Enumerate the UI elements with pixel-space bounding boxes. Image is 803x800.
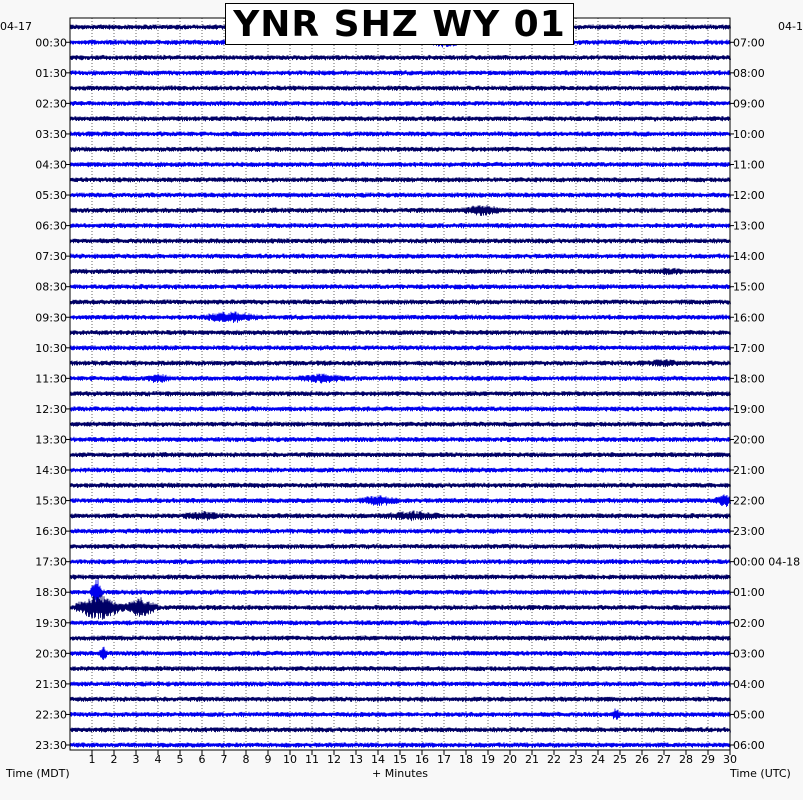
x-tick-label: 24 (591, 753, 605, 766)
left-time-label: 20:30 (35, 647, 67, 661)
right-time-label: 06:00 (733, 739, 765, 752)
left-date-label: 04-17 (0, 20, 32, 33)
right-date-top-label: 04-1 (778, 20, 803, 33)
left-time-label: 18:30 (35, 586, 67, 600)
right-time-label: 14:00 (733, 250, 765, 264)
left-time-label: 11:30 (35, 372, 67, 386)
chart-title: YNR SHZ WY 01 (225, 3, 574, 45)
left-axis-title: Time (MDT) (6, 767, 70, 780)
x-tick-label: 25 (613, 753, 627, 766)
right-time-label: 12:00 (733, 189, 765, 203)
left-time-label: 15:30 (35, 494, 67, 508)
right-time-label: 07:00 (733, 36, 765, 50)
left-time-label: 23:30 (35, 739, 67, 752)
right-time-label: 09:00 (733, 97, 765, 111)
left-time-label: 07:30 (35, 250, 67, 264)
right-time-label: 08:00 (733, 66, 765, 80)
x-tick-label: 8 (242, 753, 250, 766)
left-time-label: 22:30 (35, 708, 67, 722)
right-time-label: 20:00 (733, 433, 765, 447)
right-time-label: 01:00 (733, 586, 765, 600)
x-tick-label: 16 (415, 753, 429, 766)
x-tick-label: 23 (569, 753, 583, 766)
x-tick-label: 10 (283, 753, 297, 766)
right-time-label: 11:00 (733, 158, 765, 172)
x-tick-label: 21 (525, 753, 539, 766)
x-tick-label: 9 (264, 753, 272, 766)
right-time-label: 02:00 (733, 616, 765, 630)
x-axis-title: + Minutes (372, 767, 429, 780)
right-time-label: 23:00 (733, 525, 765, 539)
x-tick-label: 7 (220, 753, 228, 766)
left-time-label: 04:30 (35, 158, 67, 172)
x-tick-label: 15 (393, 753, 407, 766)
left-time-label: 19:30 (35, 616, 67, 630)
x-tick-label: 13 (349, 753, 363, 766)
x-tick-label: 3 (132, 753, 140, 766)
left-time-label: 06:30 (35, 219, 67, 233)
x-tick-label: 4 (154, 753, 162, 766)
x-tick-label: 6 (198, 753, 206, 766)
x-tick-label: 1 (88, 753, 96, 766)
right-axis-title: Time (UTC) (730, 767, 791, 780)
left-time-label: 16:30 (35, 525, 67, 539)
left-time-label: 10:30 (35, 341, 67, 355)
x-tick-label: 11 (305, 753, 319, 766)
x-tick-label: 17 (437, 753, 451, 766)
left-time-label: 12:30 (35, 402, 67, 416)
x-tick-label: 22 (547, 753, 561, 766)
left-time-label: 09:30 (35, 311, 67, 325)
left-time-label: 08:30 (35, 280, 67, 294)
x-tick-label: 5 (176, 753, 184, 766)
right-time-label: 03:00 (733, 647, 765, 661)
right-time-label: 15:00 (733, 280, 765, 294)
x-tick-label: 26 (635, 753, 649, 766)
right-time-label: 17:00 (733, 341, 765, 355)
right-time-label: 18:00 (733, 372, 765, 386)
right-time-label: 13:00 (733, 219, 765, 233)
left-time-label: 14:30 (35, 464, 67, 478)
x-tick-label: 2 (110, 753, 118, 766)
x-tick-label: 29 (701, 753, 715, 766)
right-time-label: 22:00 (733, 494, 765, 508)
left-time-label: 17:30 (35, 555, 67, 569)
left-time-label: 00:30 (35, 36, 67, 50)
left-time-label: 01:30 (35, 66, 67, 80)
x-tick-label: 28 (679, 753, 693, 766)
left-time-label: 21:30 (35, 677, 67, 691)
x-tick-label: 30 (723, 753, 737, 766)
x-tick-label: 18 (459, 753, 473, 766)
left-time-label: 03:30 (35, 127, 67, 141)
right-time-label: 16:00 (733, 311, 765, 325)
left-time-label: 13:30 (35, 433, 67, 447)
x-tick-label: 20 (503, 753, 517, 766)
left-time-label: 02:30 (35, 97, 67, 111)
right-time-label: 05:00 (733, 708, 765, 722)
right-time-label: 00:00 04-18 (733, 555, 801, 569)
x-tick-label: 27 (657, 753, 671, 766)
right-time-label: 21:00 (733, 464, 765, 478)
x-tick-label: 12 (327, 753, 341, 766)
right-time-label: 04:00 (733, 677, 765, 691)
right-time-label: 19:00 (733, 402, 765, 416)
left-time-label: 05:30 (35, 189, 67, 203)
right-time-label: 10:00 (733, 127, 765, 141)
x-tick-label: 19 (481, 753, 495, 766)
x-tick-label: 14 (371, 753, 385, 766)
